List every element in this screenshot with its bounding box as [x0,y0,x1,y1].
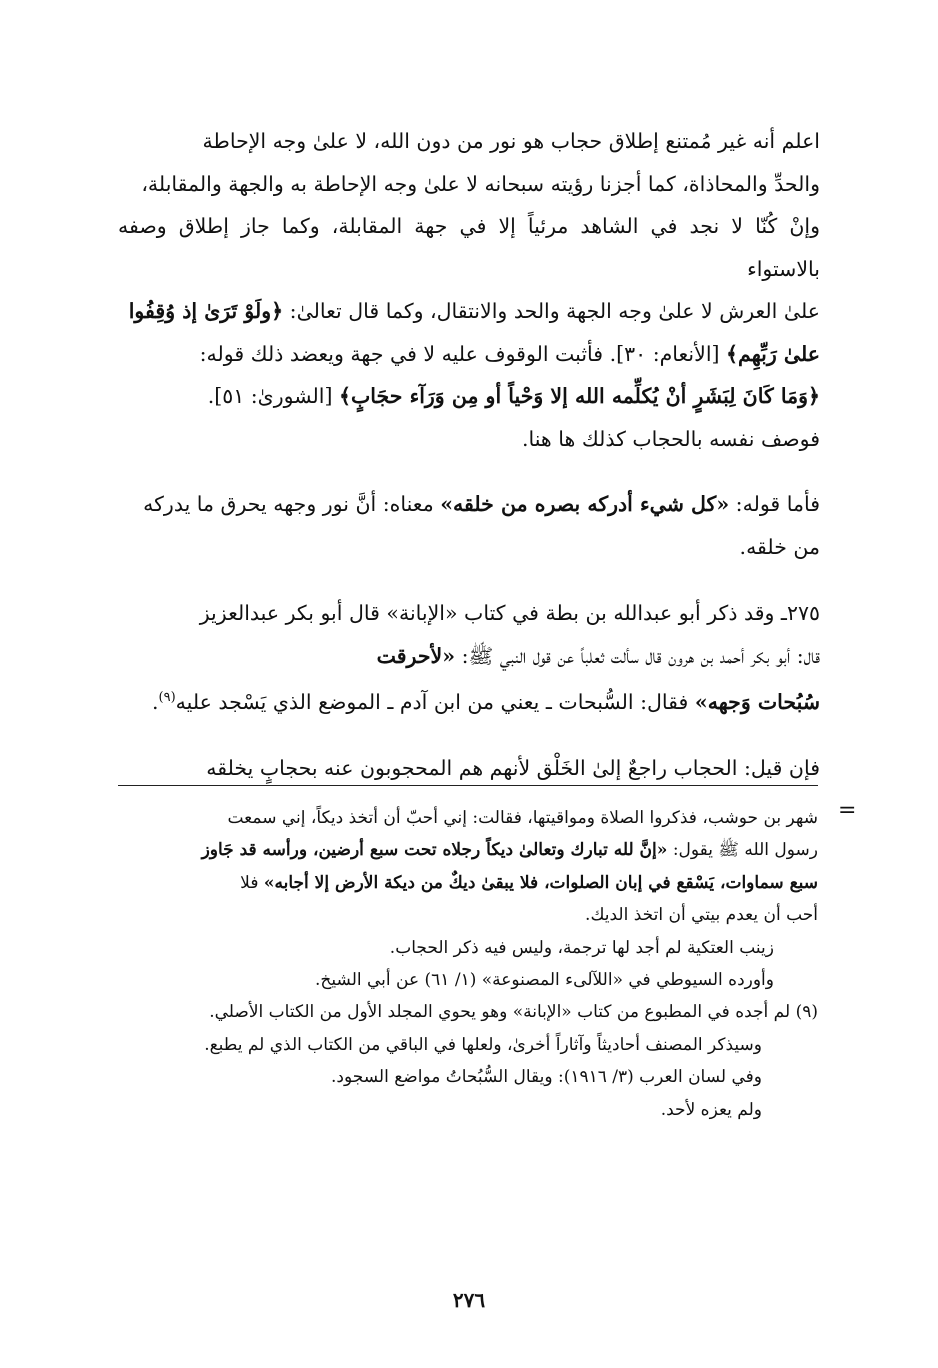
footnote-continued [118,802,818,932]
text-line: علىٰ العرش لا علىٰ وجه الجهة والحد والانتقال، وكما قال تعالىٰ: [289,299,820,323]
footnote-line: شهر بن حوشب، فذكروا الصلاة ومواقيتها، فقالت: إني أحبّ أن أتخذ ديكاً، إني سمعت [227,808,818,828]
continuation-mark: = [838,798,857,823]
hadith-quote: «إنَّ لله تبارك وتعالىٰ ديكاً رجلاه تحت سبع أرضين، ورأسه قد جَاوز [201,840,668,861]
quran-quote: علىٰ رَبِّهِم﴾ [726,341,820,366]
text-line: وإنْ كُنّا لا نجد في الشاهد مرئياً إلا في جهة المقابلة، وكما جاز إطلاق وصفه بالاستواء [118,214,820,281]
text-line: من خلقه. [739,534,820,559]
text-line: فوصف نفسه بالحجاب كذلك ها هنا. [521,426,820,451]
footnote-line: ولم يعزه لأحد. [660,1099,762,1120]
hadith-quote: «لأحرقت [376,643,456,668]
hadith-quote: سبع سماوات، يَسْقع في إبان الصلوات، فلا يبقىٰ ديكٌ من ديكة الأرض إلا أجابه» [263,872,818,893]
paragraph-4 [118,747,820,790]
footnote-line: أحب أن يعدم بيتي أن اتخذ الديك. [585,905,818,926]
text-line: فقال: السُّبحات ـ يعني من ابن آدم ـ الموضع الذي يَسْجد عليه [175,689,689,714]
main-text [118,120,820,790]
footnote-line: وفي لسان العرب (٣/ ١٩١٦): ويقال السُّبُحاتُ مواضع السجود. [331,1067,762,1088]
hadith-quote: سُبُحات وَجهه» [694,689,820,714]
footnotes [118,802,818,1126]
footnote-line: رسول الله ﷺ يقول: [672,840,818,861]
quran-quote: ﴿وَمَا كَانَ لِبَشَرٍ أنْ يُكلِّمه الله إلا وَحْياً أو مِن وَرَآء حجَابٍ﴾ [338,384,820,408]
text-line: فأما قوله: [735,492,820,516]
footnote-line: فلا [240,872,259,893]
text-line: [الأنعام: ٣٠]. فأثبت الوقوف عليه لا في جهة ويعضد ذلك قوله: [199,341,720,366]
footnote-reference: (٩) [158,690,176,705]
verse-reference: [الشورىٰ: ٥١]. [207,384,333,408]
footnote-9 [118,996,818,1028]
paragraph-2 [118,483,820,568]
text-line: ٢٧٥ـ وقد ذكر أبو عبدالله بن بطة في كتاب «الإبانة» قال أبو بكر عبدالعزيز [199,601,820,625]
footnote-number: (٩) [795,1002,818,1023]
text-line: فإن قيل: الحجاب راجعٌ إلىٰ الخَلْق لأنهم هم المحجوبون عنه بحجابٍ يخلقه [206,756,820,781]
text-line: اعلم أنه غير مُمتنع إطلاق حجاب هو نور من دون الله، لا علىٰ وجه الإحاطة [202,129,820,153]
paragraph-1 [118,120,820,460]
footnote-separator [118,785,818,786]
page-number: ٢٧٦ [452,1288,486,1312]
footnote-line: لم أجده في المطبوع من كتاب «الإبانة» وهو يحوي المجلد الأول من الكتاب الأصلي. [209,1002,791,1023]
quran-quote: ﴿ولَوْ تَرَىٰ إذ وُقِفُوا [128,299,284,323]
text-line: والحدِّ والمحاذاة، كما أجزنا رؤيته سبحانه لا علىٰ وجه الإحاطة به والجهة والمقابلة، [141,171,820,196]
footnote-line: وأورده السيوطي في «اللآلىء المصنوعة» (١/ ٦١) عن أبي الشيخ. [315,970,774,991]
paragraph-3 [118,592,820,723]
text-line: قال: أبو بكر أحمد بن هرون قال سألت ثعلباً عن قول النبي ﷺ: [461,643,820,668]
footnote-line: وسيذكر المصنف أحاديثاً وآثاراً أخرىٰ، ولعلها في الباقي من الكتاب الذي لم يطبع. [204,1034,762,1055]
footnote-line: زينب العتكية لم أجد لها ترجمة، وليس فيه ذكر الحجاب. [389,937,774,958]
hadith-quote: «كل شيء أدركه بصره من خلقه» [440,492,730,516]
period: . [151,689,159,714]
text-line: معناه: أنَّ نور وجهه يحرق ما يدركه [143,492,434,516]
